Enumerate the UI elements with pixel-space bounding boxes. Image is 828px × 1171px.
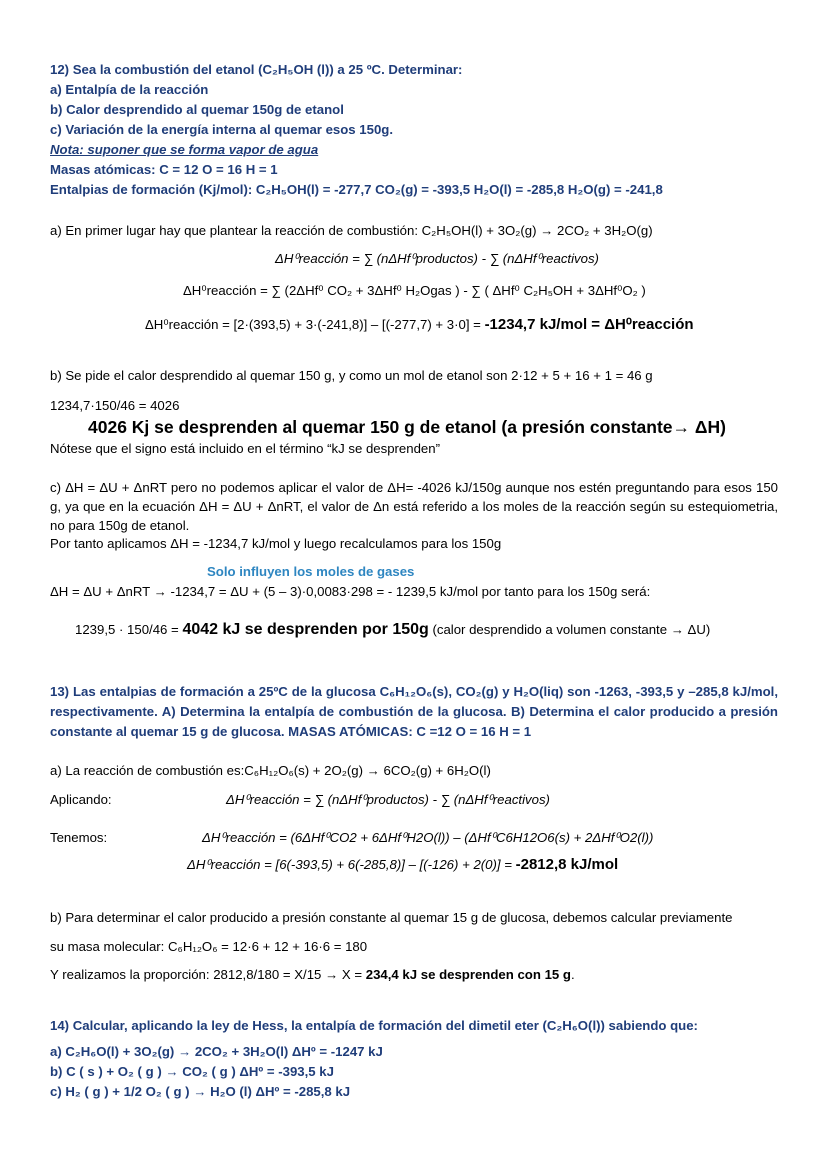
solution-13a-having-formula: ΔH⁰reacción = (6ΔHf⁰CO2 + 6ΔHf⁰H2O(l)) – (ΔHf⁰C6H12O6(s) + 2ΔHf⁰O2(l)) [202, 830, 654, 845]
formula-enthalpy-general: ΔH⁰reacción = ∑ (nΔHf⁰productos) - ∑ (nΔHf⁰reactivos) [275, 251, 599, 266]
solution-12c-calc: ΔH = ΔU + ΔnRT → -1234,7 = ΔU + (5 – 3)·0,0083·298 = - 1239,5 kJ/mol por tanto para los 150g será: [50, 584, 651, 599]
solution-13a-applying-label: Aplicando: [50, 792, 112, 807]
gases-note: Solo influyen los moles de gases [207, 564, 415, 579]
solution-13b-line3-lhs: Y realizamos la proporción: 2812,8/180 = X/15 → X = [50, 967, 363, 982]
problem-14-reaction-a: a) C₂H₆O(l) + 3O₂(g) → 2CO₂ + 3H₂O(l) ΔHº = -1247 kJ [50, 1044, 383, 1059]
problem-14-title: 14) Calcular, aplicando la ley de Hess, la entalpía de formación del dimetil eter (C₂H₆O(l)) sabiendo que: [50, 1018, 698, 1033]
solution-12c-final-rest: (calor desprendido a volumen constante → ΔU) [432, 622, 711, 637]
solution-13b-line3-end: . [570, 967, 575, 982]
solution-12c-final-lhs: 1239,5 · 150/46 = [75, 622, 179, 637]
solution-12b-note: Nótese que el signo está incluido en el término “kJ se desprenden” [50, 441, 440, 456]
problem-12-part-a: a) Entalpía de la reacción [50, 82, 209, 97]
problem-14-reaction-c: c) H₂ ( g ) + 1/2 O₂ ( g ) → H₂O (l) ΔHº = -285,8 kJ [50, 1084, 351, 1099]
problem-12-title: 12) Sea la combustión del etanol (C₂H₅OH (l)) a 25 ºC. Determinar: [50, 62, 463, 77]
solution-13a-applying-formula: ΔH⁰reacción = ∑ (nΔHf⁰productos) - ∑ (nΔHf⁰reactivos) [226, 792, 550, 807]
solution-13a-reaction: a) La reacción de combustión es:C₆H₁₂O₆(s) + 2O₂(g) → 6CO₂(g) + 6H₂O(l) [50, 763, 491, 778]
solution-13b-line3 [50, 966, 575, 984]
formula-enthalpy-result: -1234,7 kJ/mol = ΔH⁰reacción [484, 316, 694, 333]
solution-13b-line3-bold: 234,4 kJ se desprenden con 15 g [365, 967, 571, 982]
solution-12c-final [75, 621, 710, 639]
solution-13a-calc-lhs: ΔH⁰reacción = [6(-393,5) + 6(-285,8)] – [(-126) + 2(0)] = [187, 857, 512, 872]
formula-enthalpy-expanded: ΔH⁰reacción = ∑ (2ΔHf⁰ CO₂ + 3ΔHf⁰ H₂Ogas ) - ∑ ( ΔHf⁰ C₂H₅OH + 3ΔHf⁰O₂ ) [183, 283, 646, 298]
problem-12-note: Nota: suponer que se forma vapor de agua [50, 142, 319, 157]
solution-12c-final-bold: 4042 kJ se desprenden por 150g [182, 621, 429, 638]
solution-12c-apply: Por tanto aplicamos ΔH = -1234,7 kJ/mol y luego recalculamos para los 150g [50, 536, 502, 551]
solution-12a-intro: a) En primer lugar hay que plantear la reacción de combustión: C₂H₅OH(l) + 3O₂(g) → 2CO₂ + 3H₂O(g) [50, 223, 653, 238]
solution-13a-calc-result: -2812,8 kJ/mol [515, 856, 619, 873]
formula-enthalpy-calc-lhs: ΔH⁰reacción = [2·(393,5) + 3·(-241,8)] – [(-277,7) + 3·0] = [145, 317, 481, 332]
solution-13a-calc [187, 856, 618, 874]
problem-14-reaction-b: b) C ( s ) + O₂ ( g ) → CO₂ ( g ) ΔHº = -393,5 kJ [50, 1064, 334, 1079]
solution-13a-having-label: Tenemos: [50, 830, 108, 845]
problem-12-part-b: b) Calor desprendido al quemar 150g de etanol [50, 102, 344, 117]
formula-enthalpy-calc [145, 316, 694, 334]
solution-12c-explanation: c) ΔH = ΔU + ΔnRT pero no podemos aplicar el valor de ΔH= -4026 kJ/150g aunque nos estén preguntando para esos 150 g, ya que en la ecuación ΔH = ΔU + ΔnRT, el valor de Δn está referido a los moles de la reacción según su estequiometria, no para 150g de etanol. [50, 480, 778, 533]
problem-12-formation-enthalpies: Entalpias de formación (Kj/mol): C₂H₅OH(l) = -277,7 CO₂(g) = -393,5 H₂O(l) = -285,8 H₂O(g) = -241,8 [50, 182, 663, 197]
solution-12b-calc: 1234,7·150/46 = 4026 [50, 398, 180, 413]
solution-13b-line1: b) Para determinar el calor producido a presión constante al quemar 15 g de glucosa, debemos calcular previamente [50, 910, 733, 925]
problem-12-atomic-masses: Masas atómicas: C = 12 O = 16 H = 1 [50, 162, 278, 177]
solution-12b-intro: b) Se pide el calor desprendido al quemar 150 g, y como un mol de etanol son 2·12 + 5 + 16 + 1 = 46 g [50, 368, 653, 383]
problem-12-part-c: c) Variación de la energía interna al quemar esos 150g. [50, 122, 394, 137]
problem-13-statement: 13) Las entalpias de formación a 25ºC de la glucosa C₆H₁₂O₆(s), CO₂(g) y H₂O(liq) son -1263, -393,5 y –285,8 kJ/mol, respectivamente. A) Determina la entalpía de combustión de la glucosa. B) Determina el calor producido a presión constante al quemar 15 g de glucosa. MASAS ATÓMICAS: C =12 O = 16 H = 1 [50, 684, 778, 739]
solution-12b-result: 4026 Kj se desprenden al quemar 150 g de etanol (a presión constante→ ΔH) [88, 417, 726, 437]
solution-13b-line2: su masa molecular: C₆H₁₂O₆ = 12·6 + 12 + 16·6 = 180 [50, 939, 368, 954]
